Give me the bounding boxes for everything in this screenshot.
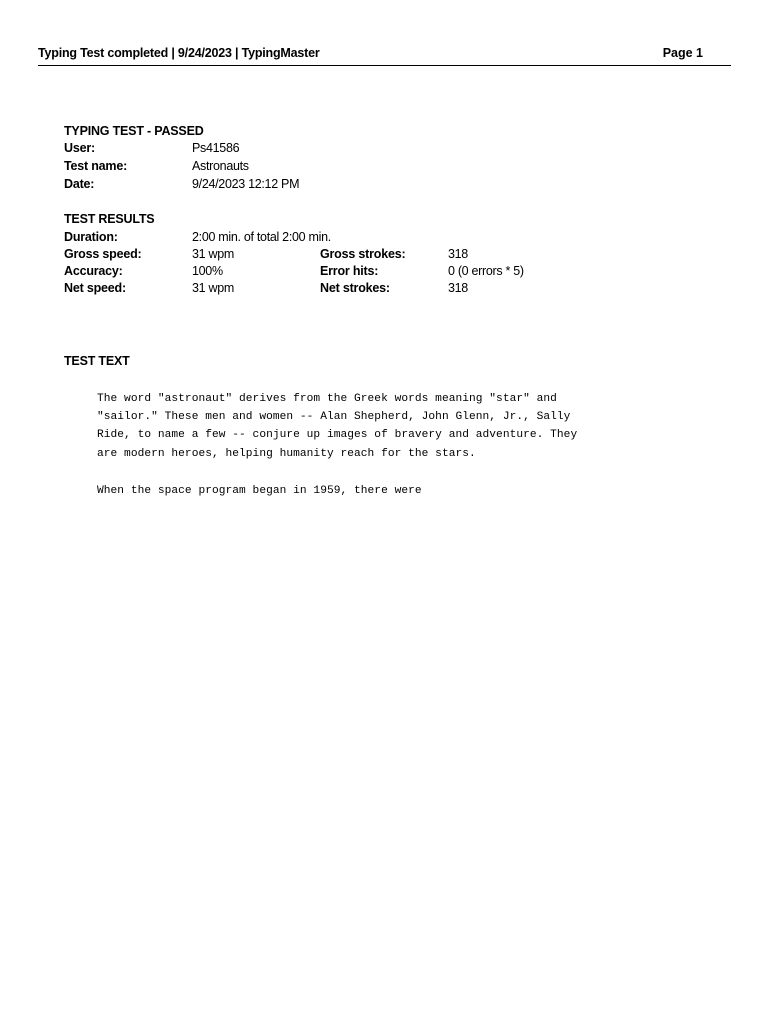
user-label: User: <box>64 141 95 155</box>
net-speed-label: Net speed: <box>64 281 126 295</box>
gross-strokes-value: 318 <box>448 247 468 261</box>
user-value: Ps41586 <box>192 141 240 155</box>
error-hits-label: Error hits: <box>320 264 379 278</box>
duration-label: Duration: <box>64 230 118 244</box>
duration-value: 2:00 min. of total 2:00 min. <box>192 230 331 244</box>
net-strokes-label: Net strokes: <box>320 281 390 295</box>
test-status-heading: TYPING TEST - PASSED <box>64 124 204 138</box>
net-speed-value: 31 wpm <box>192 281 234 295</box>
gross-strokes-label: Gross strokes: <box>320 247 406 261</box>
error-hits-value: 0 (0 errors * 5) <box>448 264 524 278</box>
test-name-label: Test name: <box>64 159 128 173</box>
page-header <box>38 46 731 66</box>
test-text-line: When the space program began in 1959, there were <box>97 485 422 497</box>
accuracy-value: 100% <box>192 264 223 278</box>
accuracy-label: Accuracy: <box>64 264 123 278</box>
gross-speed-value: 31 wpm <box>192 247 234 261</box>
gross-speed-label: Gross speed: <box>64 247 142 261</box>
test-results-heading: TEST RESULTS <box>64 212 155 226</box>
date-label: Date: <box>64 177 95 191</box>
test-text-line: "sailor." These men and women -- Alan Shepherd, John Glenn, Jr., Sally <box>97 411 571 423</box>
test-text-line: Ride, to name a few -- conjure up images of bravery and adventure. They <box>97 429 578 441</box>
test-name-value: Astronauts <box>192 159 249 173</box>
date-value: 9/24/2023 12:12 PM <box>192 177 300 191</box>
header-title: Typing Test completed | 9/24/2023 | TypingMaster <box>38 46 320 60</box>
page-number: Page 1 <box>662 46 703 60</box>
test-text-line: are modern heroes, helping humanity reach for the stars. <box>97 448 476 460</box>
test-text-line: The word "astronaut" derives from the Greek words meaning "star" and <box>97 393 557 405</box>
net-strokes-value: 318 <box>448 281 468 295</box>
test-text-heading: TEST TEXT <box>64 354 130 368</box>
